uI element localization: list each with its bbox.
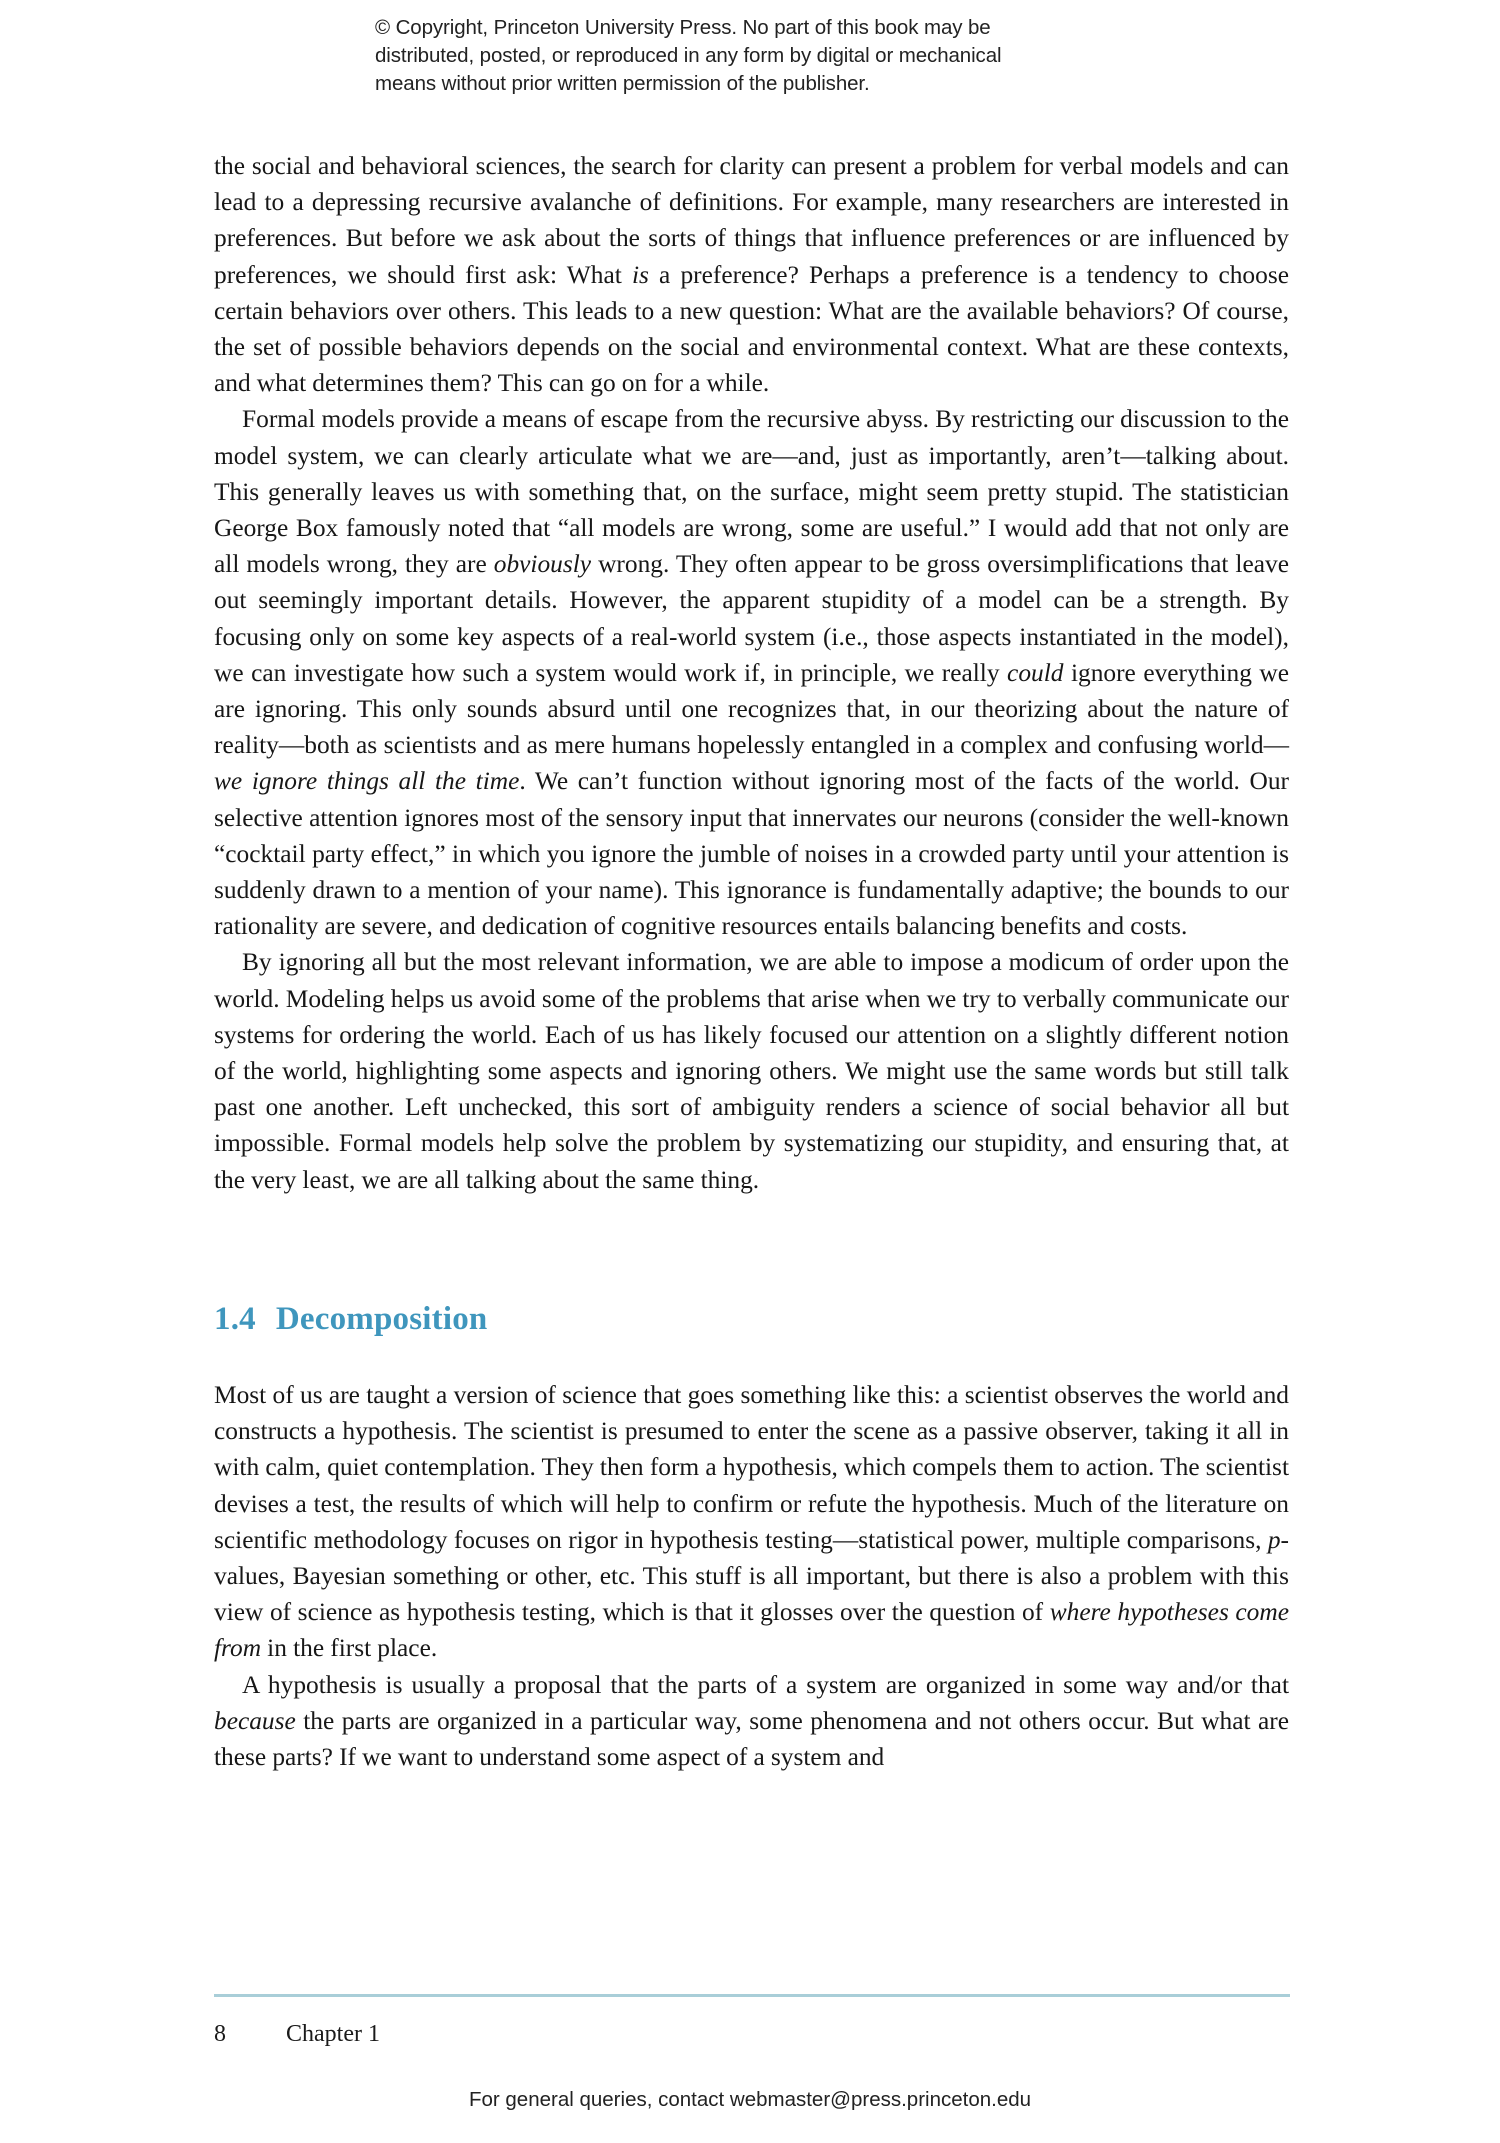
plain-text: By ignoring all but the most relevant information, we are able to impose a modicum of order upon the world. Modeling helps us avoid some of the problems that arise when we try to verbally communicate our systems for ordering the world. Each of us has likely focused our attention on a slightly different notion of the world, highlighting some aspects and ignoring others. We might use the same words but still talk past one another. Left unchecked, this sort of ambiguity renders a science of social behavior all but impossible. Formal models help solve the problem by systematizing our stupidity, and ensuring that, at the very least, we are all talking about the same thing. [214, 948, 1289, 1194]
plain-text: wrong. They often appear to be gross oversimplifications that leave out seemingly important details. However, the apparent stupidity of a model can be a strength. By focusing only on some key aspects of a real-world system (i.e., those aspects instantiated in the model), we can investigate how such a system would work if, in principle, we really [214, 550, 1289, 687]
emphasis-text: because [214, 1706, 296, 1735]
footer-rule [214, 1994, 1290, 1997]
plain-text: -values, Bayesian something or other, etc. This stuff is all important, but there is also a problem with this view of science as hypothesis testing, which is that it glosses over the question of [214, 1525, 1289, 1627]
plain-text: ignore everything we are ignoring. This only sounds absurd until one recognizes that, in our theorizing about the nature of reality—both as scientists and as mere humans hopelessly entangled in a complex and confusing world— [214, 658, 1289, 760]
body-paragraph-3 [214, 944, 1289, 1197]
section-number: 1.4 [214, 1300, 256, 1337]
plain-text: in the first place. [261, 1634, 438, 1663]
copyright-notice-line-1: © Copyright, Princeton University Press. No part of this book may be [375, 16, 991, 39]
plain-text: the parts are organized in a particular way, some phenomena and not others occur. But what are these parts? If we want to understand some aspect of a system and [214, 1706, 1289, 1771]
emphasis-text: we ignore things all the time [214, 767, 520, 796]
emphasis-text: obviously [493, 550, 592, 579]
copyright-notice-line-3: means without prior written permission of the publisher. [375, 72, 870, 95]
emphasis-text: could [1007, 658, 1064, 687]
heading-spacer-above [214, 1198, 1289, 1299]
heading-spacer-below [214, 1339, 1289, 1377]
plain-text: . We can’t function without ignoring most of the facts of the world. Our selective attention ignores most of the sensory input that innervates our neurons (consider the well-known “cocktail party effect,” in which you ignore the jumble of noises in a crowded party until your attention is suddenly drawn to a mention of your name). This ignorance is fundamentally adaptive; the bounds to our rationality are severe, and dedication of cognitive resources entails balancing benefits and costs. [214, 767, 1289, 941]
section-heading [214, 1299, 1289, 1339]
copyright-notice-line-2: distributed, posted, or reproduced in any form by digital or mechanical [375, 44, 1002, 67]
emphasis-text: where hypotheses come from [214, 1598, 1289, 1663]
plain-text: A hypothesis is usually a proposal that the parts of a system are organized in some way and/or that [242, 1670, 1289, 1699]
section-paragraph-1 [214, 1377, 1289, 1667]
chapter-label: Chapter 1 [286, 2021, 380, 2047]
plain-text: a preference? Perhaps a preference is a tendency to choose certain behaviors over others. This leads to a new question: What are the available behaviors? Of course, the set of possible behaviors depends on the social and environmental context. What are these contexts, and what determines them? This can go on for a while. [214, 260, 1289, 398]
plain-text: Most of us are taught a version of science that goes something like this: a scientist observes the world and constructs a hypothesis. The scientist is presumed to enter the scene as a passive observer, taking it all in with calm, quiet contemplation. They then form a hypothesis, which compels them to action. The scientist devises a test, the results of which will help to confirm or refute the hypothesis. Much of the literature on scientific methodology focuses on rigor in hypothesis testing—statistical power, multiple comparisons, [214, 1380, 1289, 1554]
page-text-column [214, 148, 1289, 1775]
emphasis-text: is [631, 260, 649, 289]
plain-text: Formal models provide a means of escape from the recursive abyss. By restricting our discussion to the model system, we can clearly articulate what we are—and, just as importantly, aren’t—talking about. This generally leaves us with something that, on the surface, might seem pretty stupid. The statistician George Box famously noted that “all models are wrong, some are useful.” I would add that not only are all models wrong, they are [214, 405, 1289, 579]
page-number: 8 [214, 2021, 226, 2047]
general-queries-notice: For general queries, contact webmaster@press.princeton.edu [468, 2088, 1032, 2111]
plain-text: the social and behavioral sciences, the search for clarity can present a problem for verbal models and can lead to a depressing recursive avalanche of definitions. For example, many researchers are interested in preferences. But before we ask about the sorts of things that influence preferences or are influenced by preferences, we should first ask: What [214, 152, 1289, 289]
section-paragraph-2 [214, 1667, 1289, 1776]
emphasis-text: p [1267, 1525, 1281, 1554]
section-title: Decomposition [275, 1300, 488, 1337]
footer-running-foot [214, 2017, 1290, 2051]
body-paragraph-2 [214, 401, 1289, 944]
body-paragraph-1 [214, 148, 1289, 401]
copyright-notice [375, 14, 1135, 98]
